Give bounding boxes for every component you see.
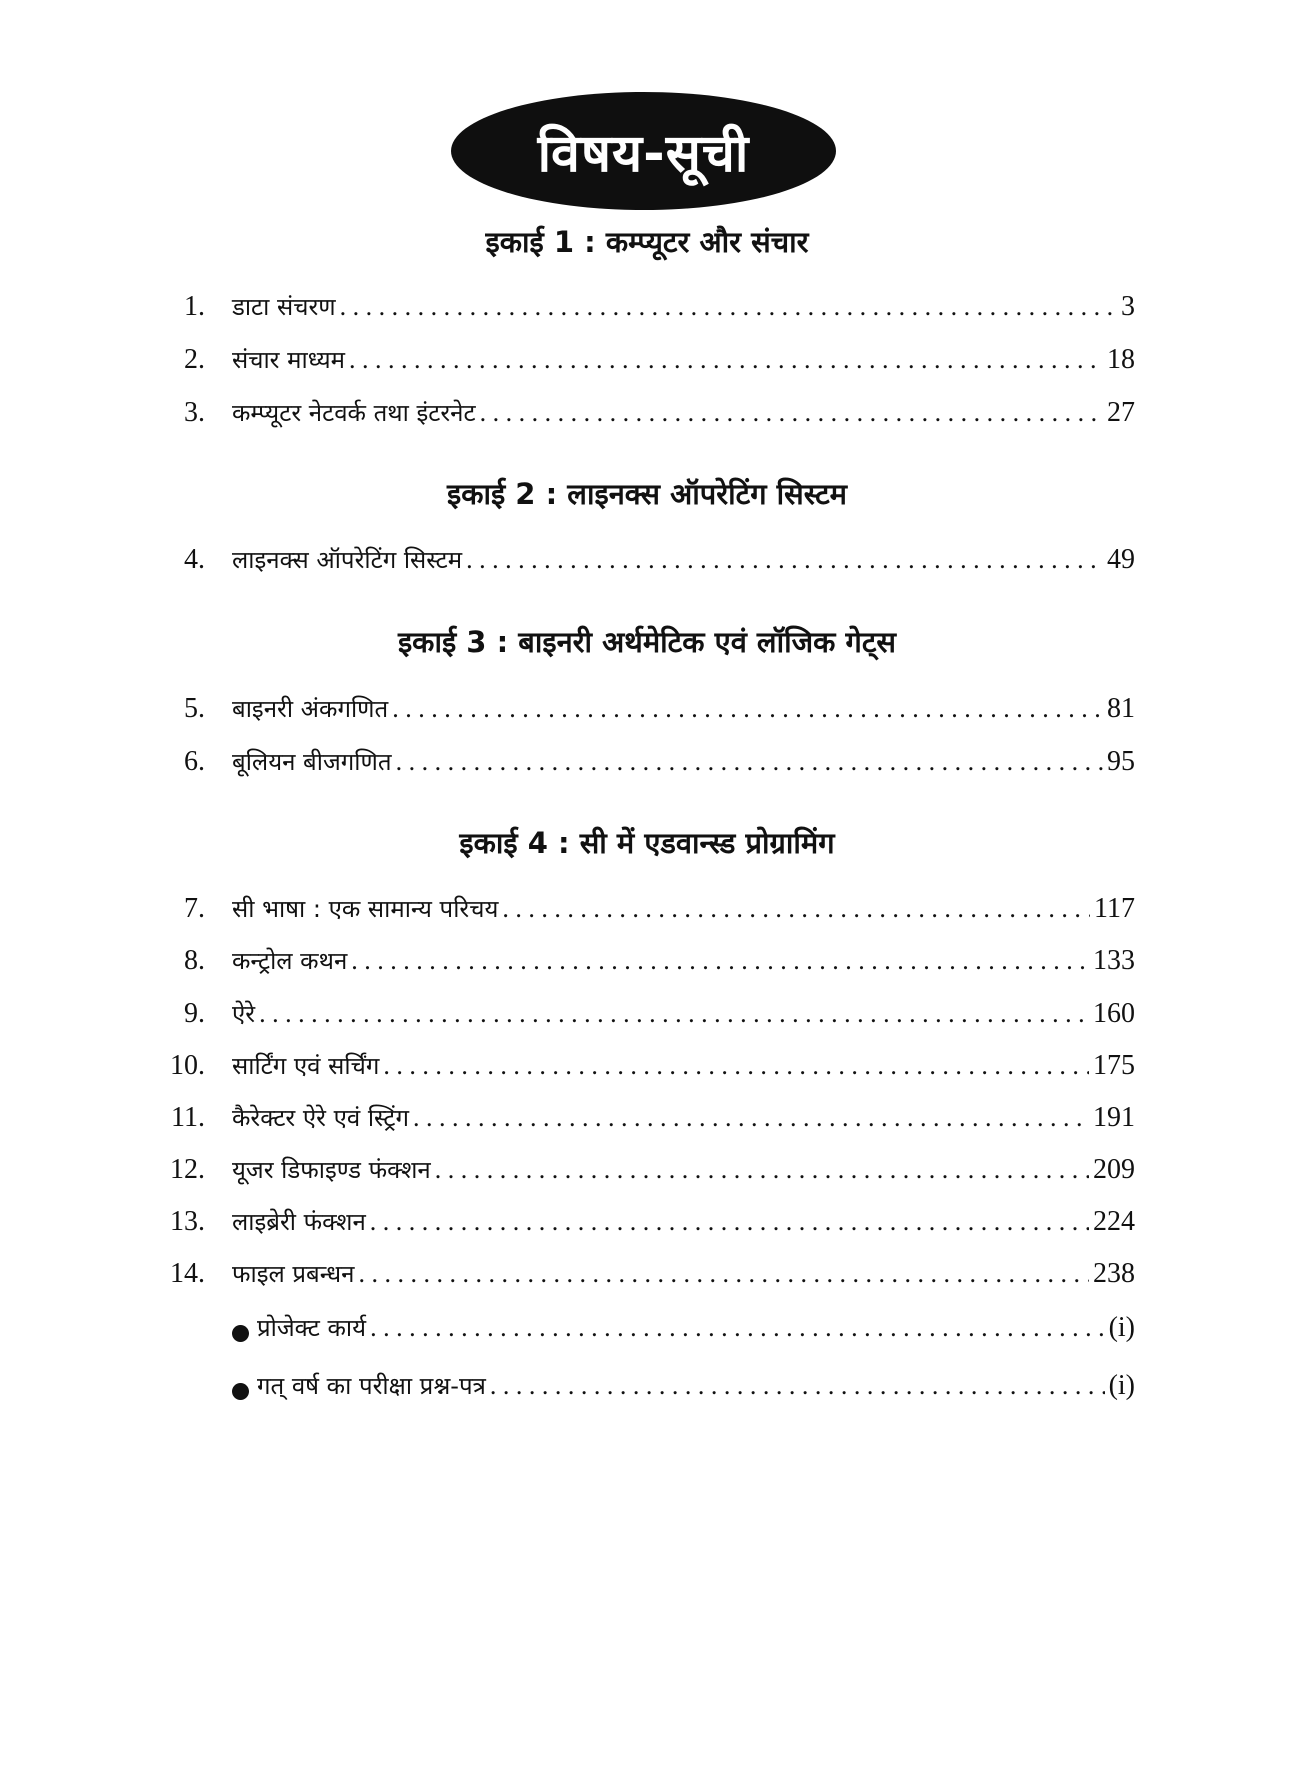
chapter-number: 3. [184,397,205,428]
dot-leader [370,1207,1089,1237]
page-number: (i) [1108,1312,1135,1343]
chapter-number: 2. [184,344,205,375]
chapter-number: 13. [170,1206,205,1237]
extra-title: प्रोजेक्ट कार्य [257,1314,367,1342]
chapter-title: फाइल प्रबन्धन [232,1260,355,1288]
dot-leader [502,894,1090,924]
chapter-number: 1. [184,291,205,322]
dot-leader [396,747,1103,777]
toc-row[interactable] [150,396,1135,440]
chapter-title: संचार माध्यम [232,346,345,374]
unit-heading-4: इकाई 4 : सी में एडवान्स्ड प्रोग्रामिंग [459,826,835,860]
toc-row[interactable] [150,745,1135,789]
toc-row[interactable] [150,1101,1135,1145]
dot-leader [259,999,1089,1029]
page-number: 27 [1107,397,1135,428]
chapter-title: लाइब्रेरी फंक्शन [232,1208,366,1236]
toc-row[interactable] [150,692,1135,736]
chapter-number: 9. [184,998,205,1029]
dot-leader [359,1259,1090,1289]
chapter-number: 7. [184,893,205,924]
dot-leader [340,292,1117,322]
toc-row-extra[interactable] [150,1311,1135,1355]
page-number: 191 [1093,1102,1135,1133]
toc-row[interactable] [150,1049,1135,1093]
toc-row[interactable] [150,997,1135,1041]
chapter-title: लाइनक्स ऑपरेटिंग सिस्टम [232,546,463,574]
chapter-number: 14. [170,1258,205,1289]
extra-title: गत् वर्ष का परीक्षा प्रश्न-पत्र [257,1372,486,1400]
toc-row[interactable] [150,1257,1135,1301]
chapter-title: कम्प्यूटर नेटवर्क तथा इंटरनेट [232,399,476,427]
unit-heading-3: इकाई 3 : बाइनरी अर्थमेटिक एवं लॉजिक गेट्स [397,625,897,659]
dot-leader [349,345,1103,375]
dot-leader [466,545,1103,575]
dot-leader [383,1051,1089,1081]
dot-leader [413,1103,1089,1133]
chapter-number: 12. [170,1154,205,1185]
page-number: 238 [1093,1258,1135,1289]
toc-row[interactable] [150,343,1135,387]
chapter-number: 10. [170,1050,205,1081]
page-number: 3 [1121,291,1135,322]
chapter-title: बूलियन बीजगणित [232,748,392,776]
chapter-title: सार्टिंग एवं सर्चिंग [232,1052,380,1080]
page-number: 175 [1093,1050,1135,1081]
dot-leader [351,946,1089,976]
page-number: 49 [1107,544,1135,575]
chapter-title: सी भाषा : एक सामान्य परिचय [232,895,499,923]
page-number: 160 [1093,998,1135,1029]
chapter-title: यूजर डिफाइण्ड फंक्शन [232,1156,431,1184]
chapter-number: 11. [171,1102,205,1133]
chapter-title: कन्ट्रोल कथन [232,947,348,975]
page-title: विषय-सूची [537,123,750,184]
toc-row[interactable] [150,290,1135,334]
chapter-number: 5. [184,693,205,724]
page-number: 81 [1107,693,1135,724]
bullet-icon [232,1325,249,1342]
chapter-number: 6. [184,746,205,777]
title-banner [451,92,836,210]
unit-heading-2: इकाई 2 : लाइनक्स ऑपरेटिंग सिस्टम [446,477,848,511]
toc-row[interactable] [150,892,1135,936]
toc-row[interactable] [150,944,1135,988]
bullet-icon [232,1383,249,1400]
chapter-title: बाइनरी अंकगणित [232,695,389,723]
toc-row[interactable] [150,1153,1135,1197]
toc-row-extra[interactable] [150,1369,1135,1413]
page-number: 117 [1094,893,1135,924]
dot-leader [480,398,1103,428]
chapter-number: 8. [184,945,205,976]
dot-leader [370,1313,1105,1343]
page-number: 18 [1107,344,1135,375]
chapter-number: 4. [184,544,205,575]
dot-leader [435,1155,1089,1185]
dot-leader [490,1371,1105,1401]
toc-row[interactable] [150,543,1135,587]
page-number: 133 [1093,945,1135,976]
toc-row[interactable] [150,1205,1135,1249]
chapter-title: ऐरे [232,1000,256,1028]
chapter-title: डाटा संचरण [232,293,336,321]
page-number: 95 [1107,746,1135,777]
page-number: 209 [1093,1154,1135,1185]
chapter-title: कैरेक्टर ऐरे एवं स्ट्रिंग [232,1104,409,1132]
dot-leader [392,694,1103,724]
unit-heading-1: इकाई 1 : कम्प्यूटर और संचार [485,225,809,259]
page-number: 224 [1093,1206,1135,1237]
page-number: (i) [1108,1370,1135,1401]
